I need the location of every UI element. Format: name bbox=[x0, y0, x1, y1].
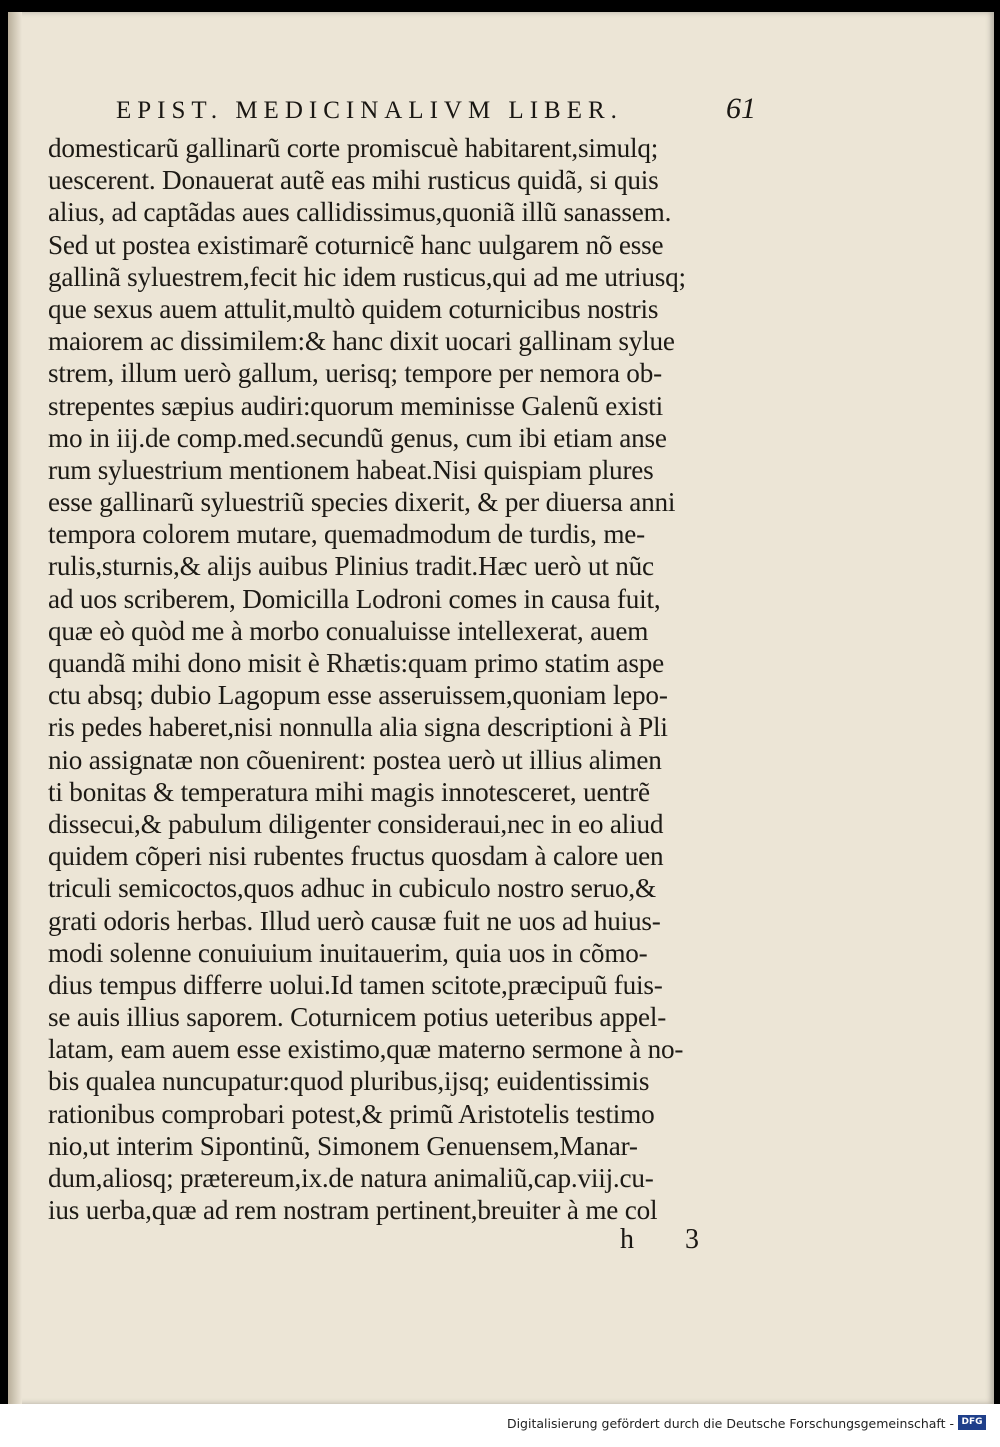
digitization-footer bbox=[0, 1404, 1000, 1447]
text-line: domesticarũ gallinarũ corte promiscuè habitarent,simulq; bbox=[48, 133, 659, 163]
signature-mark: h 3 bbox=[620, 1224, 721, 1255]
book-page bbox=[8, 12, 994, 1404]
text-line: que sexus auem attulit,multò quidem coturnicibus nostris bbox=[48, 293, 659, 324]
text-line: rationibus comprobari potest,& primũ Aristotelis testimo bbox=[48, 1098, 655, 1129]
text-line: quidem cõperi nisi rubentes fructus quosdam à calore uen bbox=[48, 841, 664, 872]
text-line: quandã mihi dono misit è Rhætis:quam primo statim aspe bbox=[48, 648, 664, 678]
text-line: quæ eò quòd me à morbo conualuisse intellexerat, auem bbox=[48, 615, 649, 646]
text-line: Sed ut postea existimarẽ coturnicẽ hanc uulgarem nõ esse bbox=[48, 229, 664, 260]
text-line: rum syluestrium mentionem habeat.Nisi quispiam plures bbox=[48, 454, 654, 485]
text-line: uescerent. Donauerat autẽ eas mihi rusticus quidã, si quis bbox=[48, 165, 659, 196]
dfg-logo-icon: DFG bbox=[958, 1415, 986, 1430]
running-head bbox=[116, 92, 756, 132]
body-text bbox=[48, 132, 758, 1226]
text-line: modi solenne conuiuium inuitauerim, quia uos in cõmo- bbox=[48, 937, 648, 968]
text-line: grati odoris herbas. Illud uerò causæ fuit ne uos ad huius- bbox=[48, 905, 661, 936]
text-line: gallinã syluestrem,fecit hic idem rusticus,qui ad me utriusq; bbox=[48, 261, 686, 292]
text-line: ctu absq; dubio Lagopum esse asseruissem,quoniam lepo- bbox=[48, 680, 668, 711]
text-line: dum,aliosq; prætereum,ix.de natura animaliũ,cap.viij.cu- bbox=[48, 1163, 654, 1193]
text-line: strem, illum uerò gallum, uerisq; tempore per nemora ob- bbox=[48, 358, 662, 389]
text-line: ius uerba,quæ ad rem nostram pertinent,breuiter à me col bbox=[48, 1195, 658, 1226]
text-line: maiorem ac dissimilem:& hanc dixit uocari gallinam sylue bbox=[48, 326, 675, 357]
text-line: bis qualea nuncupatur:quod pluribus,ijsq; euidentissimis bbox=[48, 1066, 650, 1097]
text-line: alius, ad captãdas aues callidissimus,quoniã illũ sanassem. bbox=[48, 197, 672, 228]
text-line: triculi semicoctos,quos adhuc in cubiculo nostro seruo,& bbox=[48, 873, 656, 904]
text-line: dius tempus differre uolui.Id tamen scitote,præcipuũ fuis- bbox=[48, 969, 663, 1000]
page-number: 61 bbox=[726, 92, 756, 125]
running-title: EPIST. MEDICINALIVM LIBER. bbox=[116, 97, 623, 124]
text-line: dissecui,& pabulum diligenter consideraui,nec in eo aliud bbox=[48, 808, 664, 839]
text-line: nio,ut interim Sipontinũ, Simonem Genuensem,Manar- bbox=[48, 1130, 638, 1161]
footer-credit: Digitalisierung gefördert durch die Deutsche Forschungsgemeinschaft - bbox=[506, 1416, 954, 1431]
text-line: tempora colorem mutare, quemadmodum de turdis, me- bbox=[48, 519, 646, 550]
text-line: se auis illius saporem. Coturnicem potius ueteribus appel- bbox=[48, 1002, 667, 1033]
text-line: ris pedes haberet,nisi nonnulla alia signa descriptioni à Pli bbox=[48, 712, 668, 743]
gutter-shadow bbox=[8, 12, 22, 1404]
text-line: rulis,sturnis,& alijs auibus Plinius tradit.Hæc uerò ut nũc bbox=[48, 551, 654, 582]
text-line: esse gallinarũ syluestriũ species dixerit, & per diuersa anni bbox=[48, 487, 676, 518]
text-line: ad uos scriberem, Domicilla Lodroni comes in causa fuit, bbox=[48, 583, 661, 614]
text-line: mo in iij.de comp.med.secundũ genus, cum ibi etiam anse bbox=[48, 422, 667, 453]
text-line: ti bonitas & temperatura mihi magis innotesceret, uentrẽ bbox=[48, 776, 650, 807]
text-line: strepentes sæpius audiri:quorum meminisse Galenũ existi bbox=[48, 390, 663, 421]
text-line: nio assignatæ non cõuenirent: postea uerò ut illius alimen bbox=[48, 744, 662, 775]
text-line: latam, eam auem esse existimo,quæ materno sermone à no- bbox=[48, 1034, 684, 1065]
